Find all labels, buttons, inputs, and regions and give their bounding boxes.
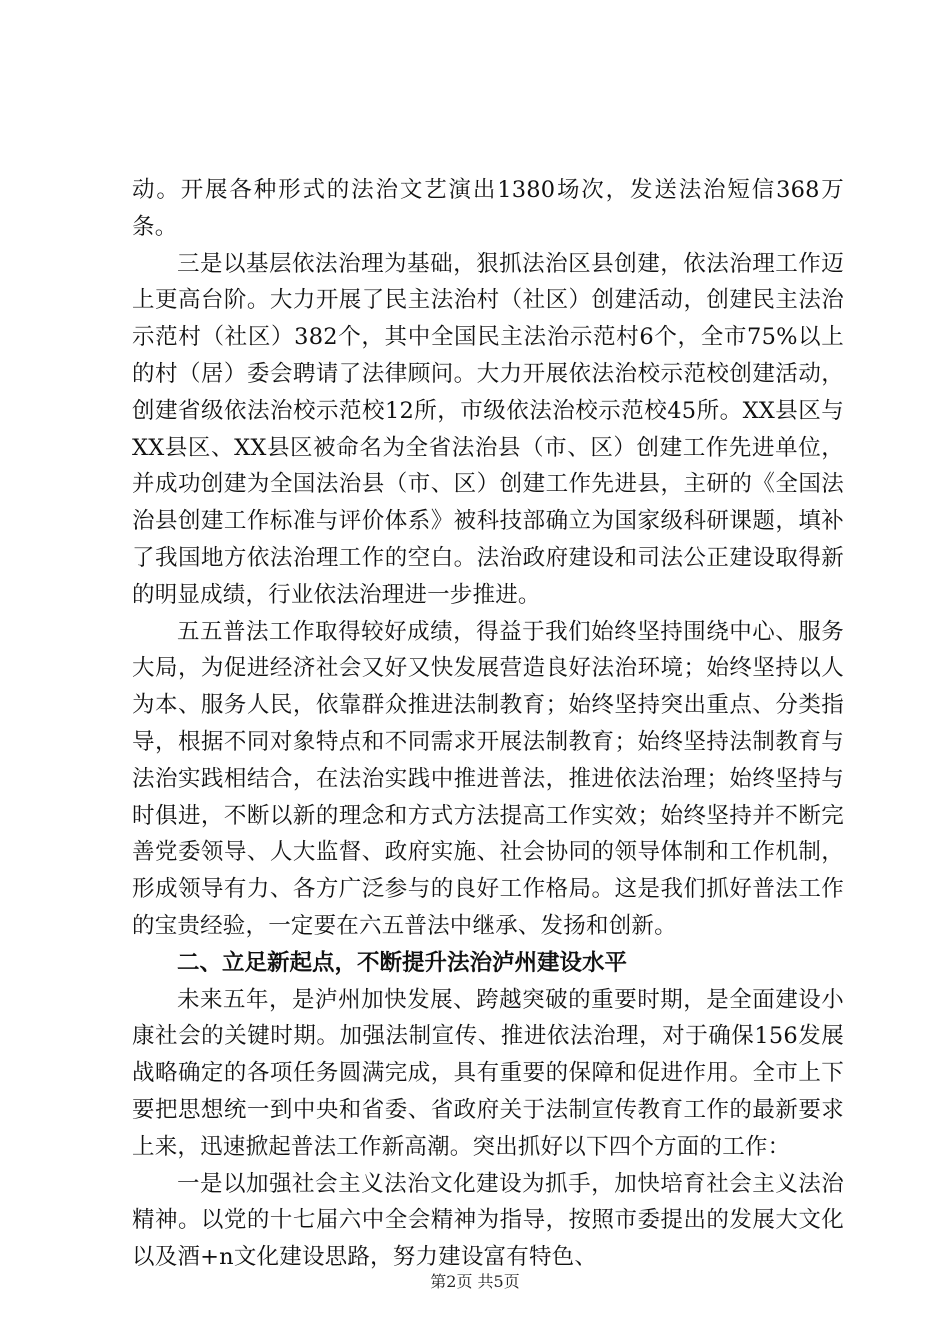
page-number: 第2页 共5页: [430, 1272, 520, 1291]
paragraph-next-five-years: 未来五年，是泸州加快发展、跨越突破的重要时期，是全面建设小康社会的关键时期。加强法制宣传、推进依法治理，对于确保156发展战略确定的各项任务圆满完成，具有重要的保障和促进作用。全市上下要把思想统一到中央和省委、省政府关于法制宣传教育工作的最新要求上来，迅速掀起普法工作新高潮。突出抓好以下四个方面的工作：: [132, 986, 844, 1160]
paragraph-continuation: 动。开展各种形式的法治文艺演出1380场次，发送法治短信368万条。: [132, 177, 844, 240]
document-body: [132, 172, 844, 1276]
paragraph-rule-of-law-culture: 一是以加强社会主义法治文化建设为抓手，加快培育社会主义法治精神。以党的十七届六中全会精神为指导，按照市委提出的发展大文化以及酒+n文化建设思路，努力建设富有特色、: [132, 1170, 844, 1271]
page-footer: [0, 1272, 950, 1292]
paragraph-experience-summary: 五五普法工作取得较好成绩，得益于我们始终坚持围绕中心、服务大局，为促进经济社会又好又快发展营造良好法治环境；始终坚持以人为本、服务人民，依靠群众推进法制教育；始终坚持突出重点、分类指导，根据不同对象特点和不同需求开展法制教育；始终坚持法制教育与法治实践相结合，在法治实践中推进普法，推进依法治理；始终坚持与时俱进，不断以新的理念和方式方法提高工作实效；始终坚持并不断完善党委领导、人大监督、政府实施、社会协同的领导体制和工作机制，形成领导有力、各方广泛参与的良好工作格局。这是我们抓好普法工作的宝贵经验，一定要在六五普法中继承、发扬和创新。: [132, 618, 844, 939]
section-heading: 二、立足新起点，不断提升法治泸州建设水平: [177, 949, 628, 976]
paragraph-grassroots-governance: 三是以基层依法治理为基础，狠抓法治区县创建，依法治理工作迈上更高台阶。大力开展了民主法治村（社区）创建活动，创建民主法治示范村（社区）382个，其中全国民主法治示范村6个，全市75%以上的村（居）委会聘请了法律顾问。大力开展依法治校示范校创建活动，创建省级依法治校示范校12所，市级依法治校示范校45所。XX县区与XX县区、XX县区被命名为全省法治县（市、区）创建工作先进单位，并成功创建为全国法治县（市、区）创建工作先进县，主研的《全国法治县创建工作标准与评价体系》被科技部确立为国家级科研课题，填补了我国地方依法治理工作的空白。法治政府建设和司法公正建设取得新的明显成绩，行业依法治理进一步推进。: [132, 250, 844, 608]
